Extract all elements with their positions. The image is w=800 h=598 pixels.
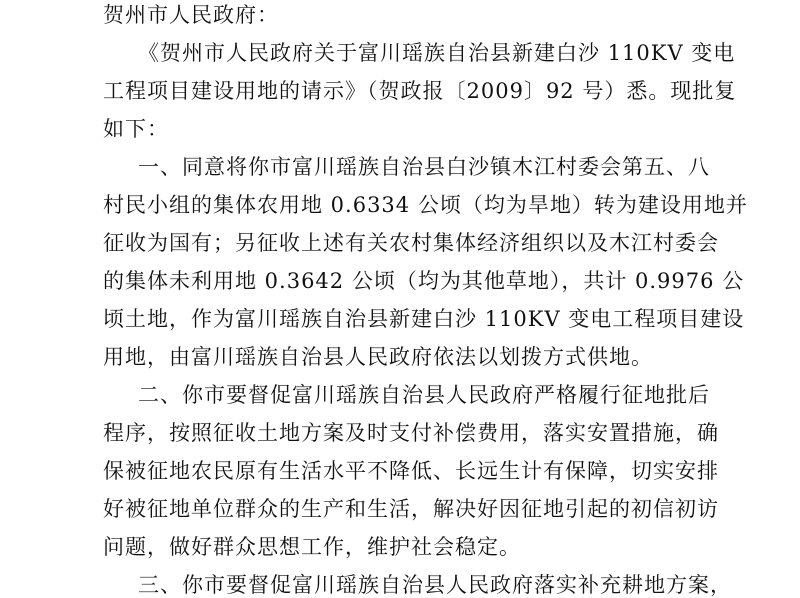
paragraph-1-line: 用地，由富川瑶族自治县人民政府依法以划拨方式供地。 bbox=[103, 345, 653, 369]
paragraph-2-line: 问题，做好群众思想工作，维护社会稳定。 bbox=[103, 535, 521, 559]
salutation: 贺州市人民政府： bbox=[103, 3, 279, 27]
paragraph-1-line: 征收为国有；另征收上述有关农村集体经济组织以及木江村委会 bbox=[103, 231, 719, 255]
paragraph-1-line: 村民小组的集体农用地 0.6334 公顷（均为旱地）转为建设用地并 bbox=[103, 193, 748, 217]
text-line: 如下： bbox=[103, 117, 169, 141]
paragraph-2-line: 二、你市要督促富川瑶族自治县人民政府严格履行征地批后 bbox=[138, 383, 710, 407]
paragraph-1-line: 顷土地，作为富川瑶族自治县新建白沙 110KV 变电工程项目建设 bbox=[103, 307, 745, 331]
paragraph-2-line: 保被征地农民原有生活水平不降低、长远生计有保障，切实安排 bbox=[103, 459, 719, 483]
paragraph-2-line: 好被征地单位群众的生产和生活，解决好因征地引起的初信初访 bbox=[103, 497, 719, 521]
text-line: 工程项目建设用地的请示》（贺政报〔2009〕92 号）悉。现批复 bbox=[103, 79, 737, 103]
paragraph-1-line: 的集体未利用地 0.3642 公顷（均为其他草地），共计 0.9976 公 bbox=[103, 269, 745, 293]
paragraph-3-line: 三、你市要督促富川瑶族自治县人民政府落实补充耕地方案， bbox=[138, 573, 732, 597]
paragraph-1-line: 一、同意将你市富川瑶族自治县白沙镇木江村委会第五、八 bbox=[138, 155, 710, 179]
paragraph-2-line: 程序，按照征收土地方案及时支付补偿费用，落实安置措施，确 bbox=[103, 421, 719, 445]
text-line: 《贺州市人民政府关于富川瑶族自治县新建白沙 110KV 变电 bbox=[138, 41, 736, 65]
